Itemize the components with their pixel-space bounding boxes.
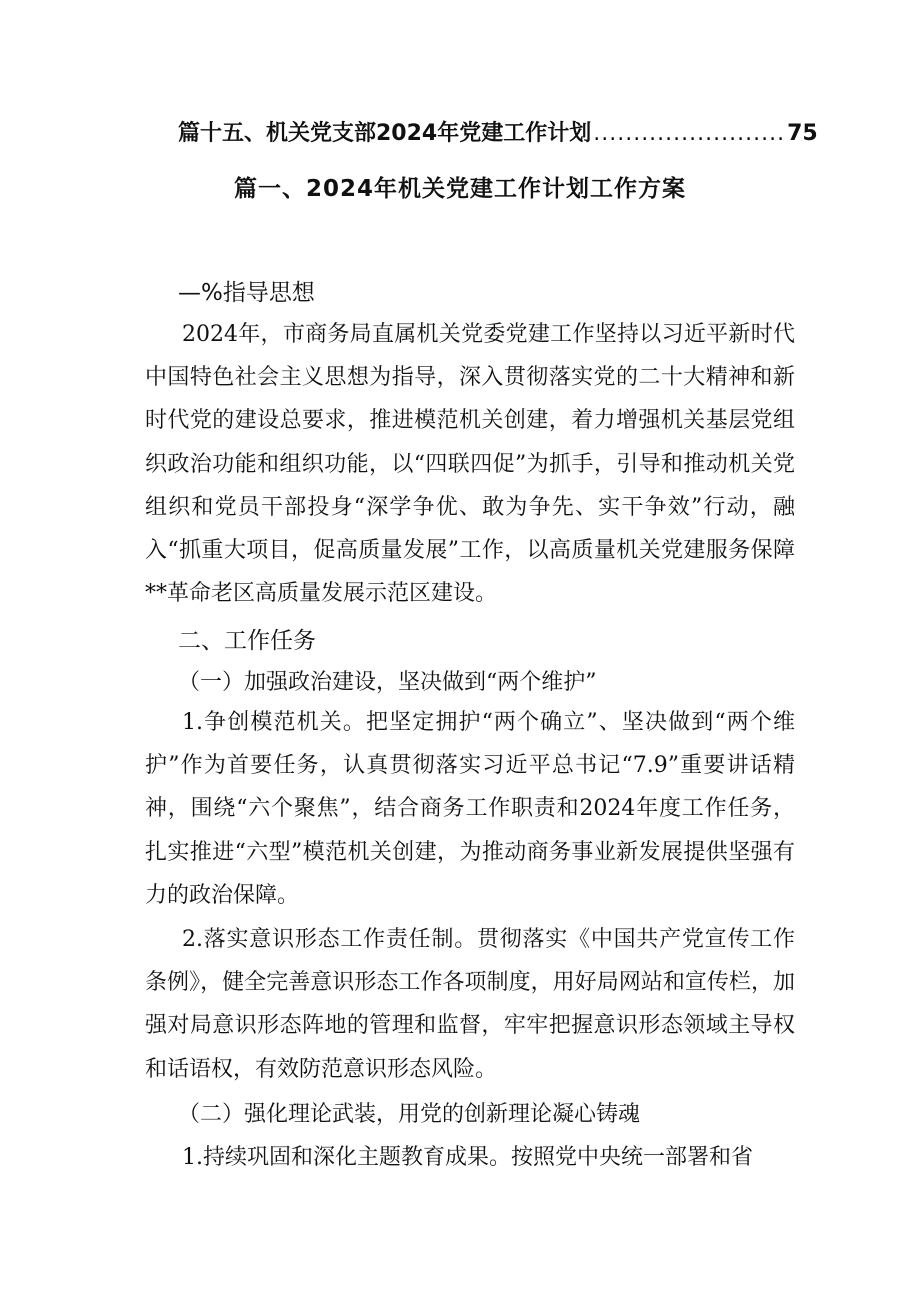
subsection-heading-political-building: （一）加强政治建设，坚决做到“两个维护” bbox=[178, 670, 597, 695]
toc-entry-leader-dots: ........................ bbox=[593, 121, 786, 146]
toc-entry[interactable] bbox=[178, 116, 818, 146]
section-heading-guiding-ideology: —%指导思想 bbox=[178, 280, 315, 306]
toc-entry-page-number: 75 bbox=[787, 121, 818, 146]
paragraph-model-organ: 1.争创模范机关。把坚定拥护“两个确立”、坚决做到“两个维护”作为首要任务，认真贯彻落实习近平总书记“7.9”重要讲话精神，围绕“六个聚焦”，结合商务工作职责和2024年度工作任务，扎实推进“六型”模范机关创建，为推动商务事业新发展提供坚强有力的政治保障。 bbox=[145, 710, 795, 908]
paragraph-guiding-ideology: 2024年，市商务局直属机关党委党建工作坚持以习近平新时代中国特色社会主义思想为指导，深入贯彻落实党的二十大精神和新时代党的建设总要求，推进模范机关创建，着力增强机关基层党组织政治功能和组织功能，以“四联四促”为抓手，引导和推动机关党组织和党员干部投身“深学争优、敢为争先、实干争效”行动，融入“抓重大项目，促高质量发展”工作，以高质量机关党建服务保障**革命老区高质量发展示范区建设。 bbox=[145, 322, 795, 607]
section-heading-work-tasks: 二、工作任务 bbox=[178, 628, 316, 654]
document-title: 篇一、2024年机关党建工作计划工作方案 bbox=[233, 176, 686, 202]
paragraph-ideology-responsibility: 2.落实意识形态工作责任制。贯彻落实《中国共产党宣传工作条例》，健全完善意识形态工作各项制度，用好局网站和宣传栏，加强对局意识形态阵地的管理和监督，牢牢把握意识形态领域主导权和话语权，有效防范意识形态风险。 bbox=[145, 927, 795, 1082]
paragraph-theme-education: 1.持续巩固和深化主题教育成果。按照党中央统一部署和省 bbox=[182, 1145, 753, 1170]
toc-entry-title: 篇十五、机关党支部2024年党建工作计划 bbox=[178, 121, 592, 146]
subsection-heading-theoretical-arming: （二）强化理论武装，用党的创新理论凝心铸魂 bbox=[178, 1102, 641, 1127]
